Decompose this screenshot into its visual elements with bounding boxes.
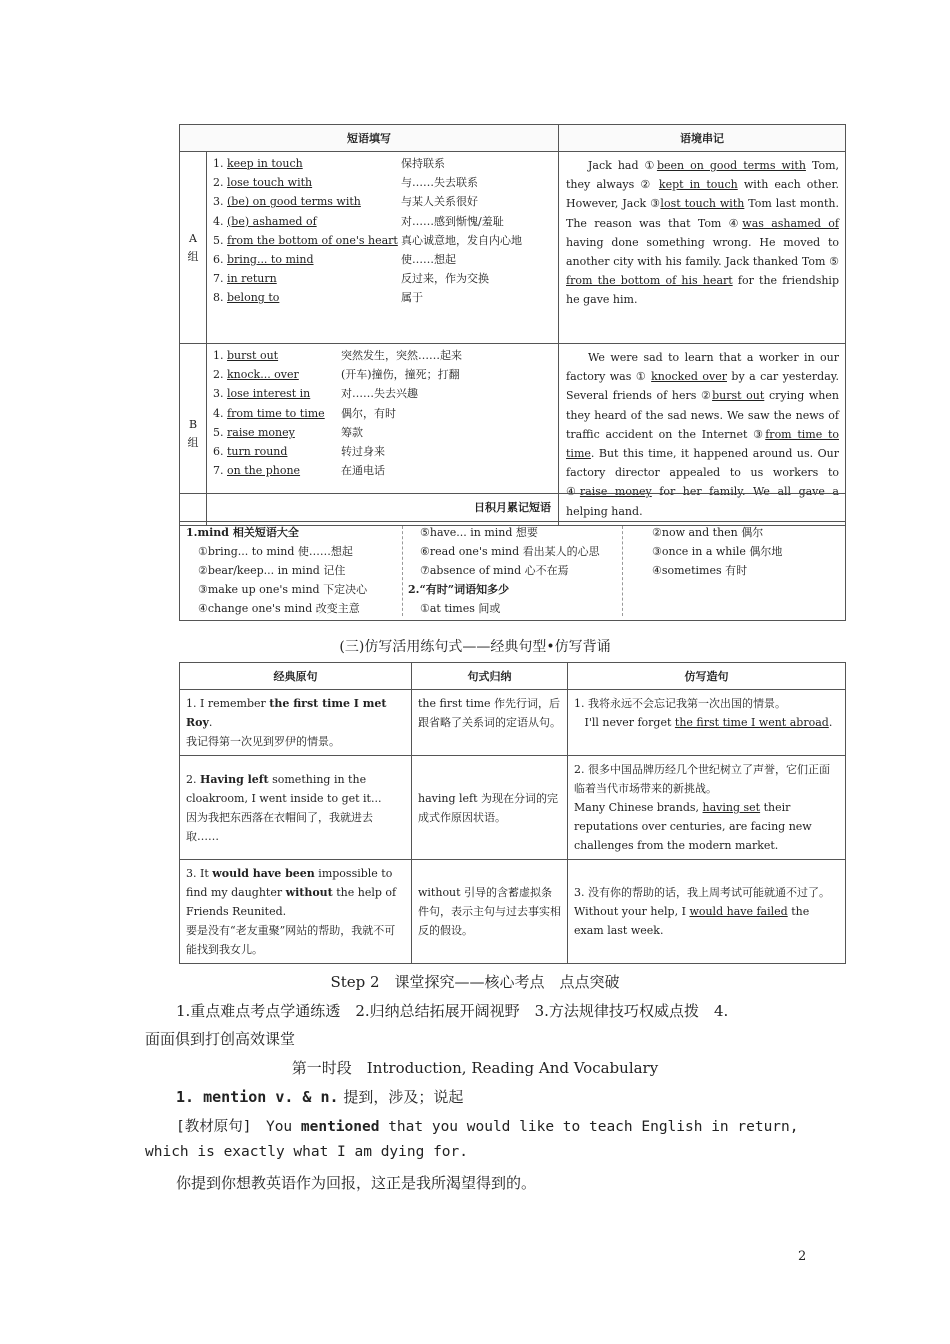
- daily-col-1: [186, 523, 367, 618]
- phrase-en: 5. from the bottom of one's heart: [213, 233, 398, 247]
- daily-phrase: ⑤have... in mind 想要: [420, 526, 538, 539]
- group-b-label: B 组: [180, 344, 207, 526]
- source-sentence-line-1: [教材原句] You mentioned that you would like to teach English in return,: [176, 1119, 799, 1135]
- daily-phrase: ③once in a while 偶尔地: [652, 545, 783, 558]
- daily-phrases-box: [179, 493, 846, 621]
- group-a-label: A 组: [180, 152, 207, 344]
- step-2-title: Step 2 课堂探究——核心考点 点点突破: [330, 973, 620, 991]
- phrase-cn: 筹款: [341, 425, 363, 439]
- summary-1: the first time 作先行词，后跟省略了关系词的定语从句。: [412, 690, 568, 756]
- group-a-context: Jack had ①been on good terms with Tom, they always ② kept in touch with each other. However, Jack ③lost touch with Tom last month. The reason was that Tom ④was ashamed of having done something wrong. He moved to another city with his family. Jack thanked Tom ⑤ from the bottom of his heart for the friendship he gave him.: [559, 152, 846, 344]
- daily-phrase: ④sometimes 有时: [652, 564, 748, 577]
- phrase-item: [213, 423, 558, 442]
- col-header-original: 经典原句: [180, 663, 412, 690]
- daily-phrase: ⑥read one's mind 看出某人的心思: [420, 545, 600, 558]
- phrase-en: 7. on the phone: [213, 464, 301, 478]
- phrase-en: 1. keep in touch: [213, 157, 303, 170]
- phrase-item: [213, 212, 558, 231]
- group-b-context: We were sad to learn that a worker in our factory was ① knocked over by a car yesterday. Several friends of hers ②burst out crying when they heard of the sad news. We saw the news of traffic accident on the Internet ③from time to time. But this time, it happened around us. Our factory director appealed to us workers to ④raise money for her family. We all gave a helping hand.: [559, 344, 846, 526]
- daily-phrase: ④change one's mind 改变主意: [198, 602, 360, 615]
- page-number: 2: [798, 1249, 807, 1264]
- phrase-item: [213, 173, 558, 192]
- imitation-3: 3. 没有你的帮助的话，我上周考试可能就通不过了。 Without your help, I would have failed the exam last week.: [568, 860, 846, 964]
- daily-phrase: ①at times 间或: [420, 602, 501, 615]
- source-translation: 你提到你想教英语作为回报，这正是我所渴望得到的。: [176, 1174, 537, 1192]
- orig-sentence-2: 2. Having left something in the cloakroom, I went inside to get it... 因为我把东西落在衣帽间了，我就进去取……: [180, 756, 412, 860]
- phrase-item: [213, 288, 558, 307]
- phrase-cn: 突然发生，突然……起来: [341, 349, 462, 362]
- daily-phrase: ②bear/keep... in mind 记住: [198, 564, 346, 577]
- daily-phrase: 1.mind 相关短语大全: [186, 526, 299, 539]
- phrase-cn: 转过身来: [341, 444, 385, 458]
- phrase-cn: 反过来，作为交换: [401, 272, 489, 286]
- phrase-cn: 属于: [401, 291, 423, 305]
- phrase-en: 5. raise money: [213, 425, 295, 439]
- phrase-cn: 保持联系: [401, 157, 445, 170]
- imitation-1: 1. 我将永远不会忘记我第一次出国的情景。 I'll never forget the first time I went abroad.: [568, 690, 846, 756]
- phrase-fill-header: 短语填写: [180, 125, 559, 152]
- phrase-cn: 与……失去联系: [401, 176, 478, 190]
- phrase-cn: (开车)撞伤，撞死；打翻: [341, 368, 460, 382]
- daily-phrases-header: 日积月累记短语: [180, 494, 845, 522]
- daily-phrase: ③make up one's mind 下定决心: [198, 583, 368, 596]
- phrase-cn: 与某人关系很好: [401, 195, 478, 209]
- intro-line-1: 1.重点难点考点学通练透 2.归纳总结拓展开阔视野 3.方法规律技巧权威点拨 4.: [176, 1002, 729, 1020]
- orig-sentence-1: 1. I remember the first time I met Roy. 我记得第一次见到罗伊的情景。: [180, 690, 412, 756]
- context-header: 语境串记: [559, 125, 846, 152]
- daily-col-3: [640, 523, 782, 580]
- phrase-item: [213, 231, 558, 250]
- phrase-en: 7. in return: [213, 272, 277, 286]
- phrase-cn: 对……失去兴趣: [341, 387, 418, 401]
- mention-heading: 1. mention v. & n. 提到，涉及；说起: [176, 1088, 464, 1106]
- phrase-en: 1. burst out: [213, 349, 279, 362]
- daily-phrase: ⑦absence of mind 心不在焉: [420, 564, 569, 577]
- phrase-item: [213, 154, 558, 173]
- daily-phrase: 2.“有时”词语知多少: [408, 583, 510, 596]
- phrase-item: [213, 250, 558, 269]
- group-a-phrases: [207, 152, 559, 344]
- phrase-cn: 对……感到惭愧/羞耻: [401, 214, 504, 228]
- phrase-cn: 在通电话: [341, 464, 385, 478]
- phrase-cn: 使……想起: [401, 252, 456, 266]
- phrase-en: 8. belong to: [213, 291, 280, 305]
- summary-2: having left 为现在分词的完成式作原因状语。: [412, 756, 568, 860]
- phrase-item: [213, 442, 558, 461]
- sentence-table: [179, 662, 846, 964]
- phrase-cn: 偶尔，有时: [341, 406, 396, 420]
- phrase-en: 2. lose touch with: [213, 176, 313, 190]
- phrase-en: 2. knock... over: [213, 368, 299, 382]
- phrase-item: [213, 269, 558, 288]
- phrase-en: 6. turn round: [213, 444, 288, 458]
- phrase-item: [213, 346, 558, 365]
- daily-col-2: [408, 523, 600, 618]
- section-3-title: (三)仿写活用练句式——经典句型•仿写背诵: [339, 639, 611, 655]
- phrase-item: [213, 384, 558, 403]
- phrase-cn: 真心诚意地，发自内心地: [401, 233, 522, 247]
- col-header-imitation: 仿写造句: [568, 663, 846, 690]
- phrase-item: [213, 404, 558, 423]
- period-title: 第一时段 Introduction, Reading And Vocabulary: [291, 1059, 659, 1077]
- phrase-item: [213, 192, 558, 211]
- phrase-item: [213, 365, 558, 384]
- phrase-en: 4. from time to time: [213, 406, 325, 420]
- phrase-en: 6. bring... to mind: [213, 252, 314, 266]
- phrase-en: 4. (be) ashamed of: [213, 214, 317, 228]
- source-sentence-line-2: which is exactly what I am dying for.: [145, 1144, 469, 1160]
- intro-line-2: 面面俱到打创高效课堂: [145, 1030, 296, 1048]
- phrase-en: 3. (be) on good terms with: [213, 195, 361, 209]
- phrase-item: [213, 461, 558, 480]
- daily-phrase: ①bring... to mind 使……想起: [198, 545, 353, 558]
- phrase-en: 3. lose interest in: [213, 387, 311, 401]
- summary-3: without 引导的含蓄虚拟条件句，表示主句与过去事实相反的假设。: [412, 860, 568, 964]
- imitation-2: 2. 很多中国品牌历经几个世纪树立了声誉，它们正面临着当代市场带来的新挑战。 Many Chinese brands, having set their reputations over centuries, are facing new challenges from the modern market.: [568, 756, 846, 860]
- daily-phrase: ②now and then 偶尔: [652, 526, 764, 539]
- phrase-table: [179, 124, 846, 526]
- orig-sentence-3: 3. It would have been impossible to find my daughter without the help of Friends Reunited. 要是没有“老友重聚”网站的帮助，我就不可能找到我女儿。: [180, 860, 412, 964]
- col-header-summary: 句式归纳: [412, 663, 568, 690]
